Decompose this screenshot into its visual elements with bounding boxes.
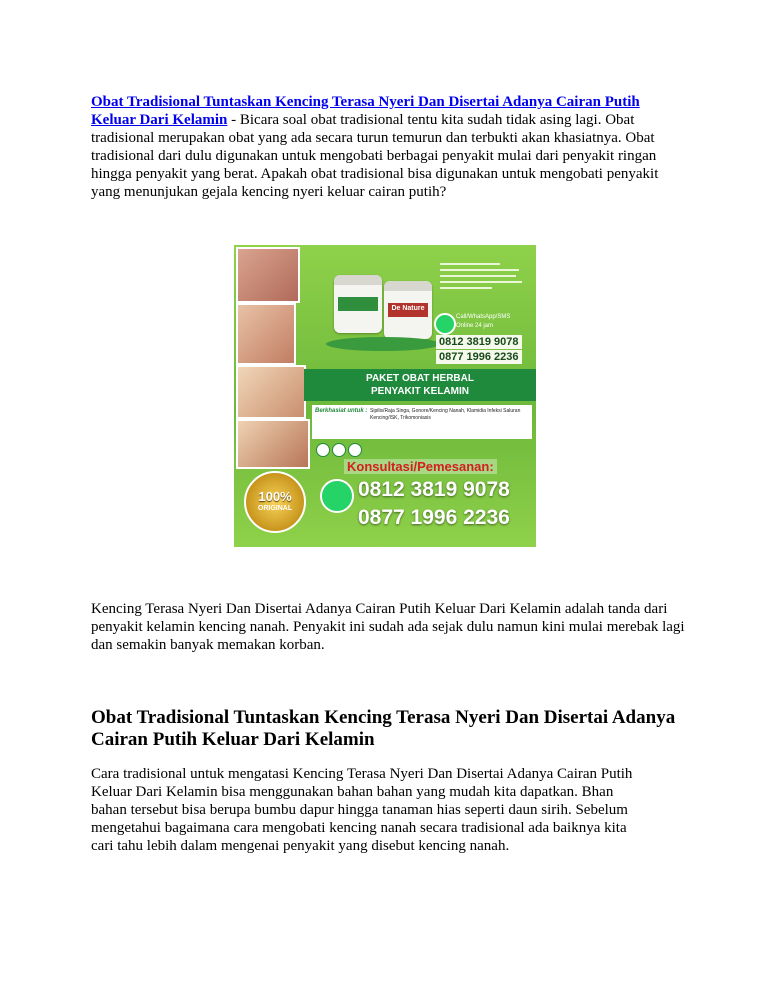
paragraph: Kencing Terasa Nyeri Dan Disertai Adanya Cairan Putih Keluar Dari Kelamin adalah tanda dari penyakit kelamin kencing nanah. Penyakit ini sudah ada sejak dulu namun kini mulai merebak lagi dan semakin banyak memakan korban.	[91, 601, 685, 653]
article-title-link[interactable]: Obat Tradisional Tuntaskan Kencing Terasa Nyeri Dan Disertai Adanya Cairan Putih Keluar Dari Kelamin	[91, 94, 640, 128]
halal-icon	[316, 443, 330, 457]
symptom-photo	[236, 303, 296, 365]
product-bottle	[334, 275, 382, 333]
whatsapp-icon	[434, 313, 456, 335]
badge-percent: 100%	[258, 489, 292, 504]
phone-number: 0812 3819 9078	[436, 335, 522, 349]
consult-label: Konsultasi/Pemesanan:	[344, 459, 497, 474]
consult-phone: 0812 3819 9078	[358, 478, 510, 501]
certification-icon	[332, 443, 346, 457]
online-label: Online 24 jam	[456, 323, 494, 329]
original-badge	[244, 471, 306, 533]
product-bottle	[384, 281, 432, 339]
paragraph: Cara tradisional untuk mengatasi Kencing Terasa Nyeri Dan Disertai Adanya Cairan Putih Keluar Dari Kelamin bisa menggunakan bahan bahan yang mudah kita dapatkan. Bhan bahan tersebut bisa berupa bumbu dapur hingga tanaman hias seperti daun sirih. Sebelum mengetahui bagaimana cara mengobati kencing nanah secara tradisional ada baiknya kita cari tahu lebih dalam mengenai penyakit yang disebut kencing nanah.	[91, 766, 633, 854]
badge-label: ORIGINAL	[257, 505, 293, 512]
ingredient-list	[440, 259, 526, 299]
package-subtitle: PENYAKIT KELAMIN	[371, 386, 469, 397]
symptom-photo	[236, 247, 300, 303]
benefit-label: Berkhasiat untuk :	[315, 408, 368, 414]
symptom-photo	[236, 419, 310, 469]
herb-leaves	[326, 337, 440, 351]
product-banner-image	[234, 245, 536, 547]
phone-number: 0877 1996 2236	[436, 350, 522, 364]
whatsapp-icon	[320, 479, 354, 513]
bpom-icon	[348, 443, 362, 457]
contact-label: Call/WhatsApp/SMS	[456, 314, 511, 320]
consult-phone: 0877 1996 2236	[358, 506, 510, 529]
package-ribbon	[304, 369, 536, 401]
product-label: De Nature	[391, 305, 425, 312]
section-heading: Obat Tradisional Tuntaskan Kencing Terasa Nyeri Dan Disertai Adanya Cairan Putih Keluar Dari Kelamin	[91, 707, 676, 750]
intro-text: - Bicara soal obat tradisional tentu kita sudah tidak asing lagi. Obat tradisional merupakan obat yang ada secara turun temurun dan terbukti akan khasiatnya. Obat tradisional dari dulu digunakan untuk mengobati berbagai penyakit mulai dari penyakit ringan hingga penyakit yang berat. Apakah obat tradisional bisa digunakan untuk mengobati penyakit yang menunjukan gejala kencing nyeri keluar cairan putih?	[91, 112, 659, 200]
intro-paragraph	[91, 93, 681, 201]
package-title: PAKET OBAT HERBAL	[366, 373, 474, 384]
symptom-photo	[236, 365, 306, 419]
benefit-text: Sipilis/Raja Singa, Gonore/Kencing Nanah, Klamidia Infeksi Saluran Kencing/ISK, Trikomoniasis	[370, 408, 521, 421]
benefit-box	[312, 405, 532, 439]
